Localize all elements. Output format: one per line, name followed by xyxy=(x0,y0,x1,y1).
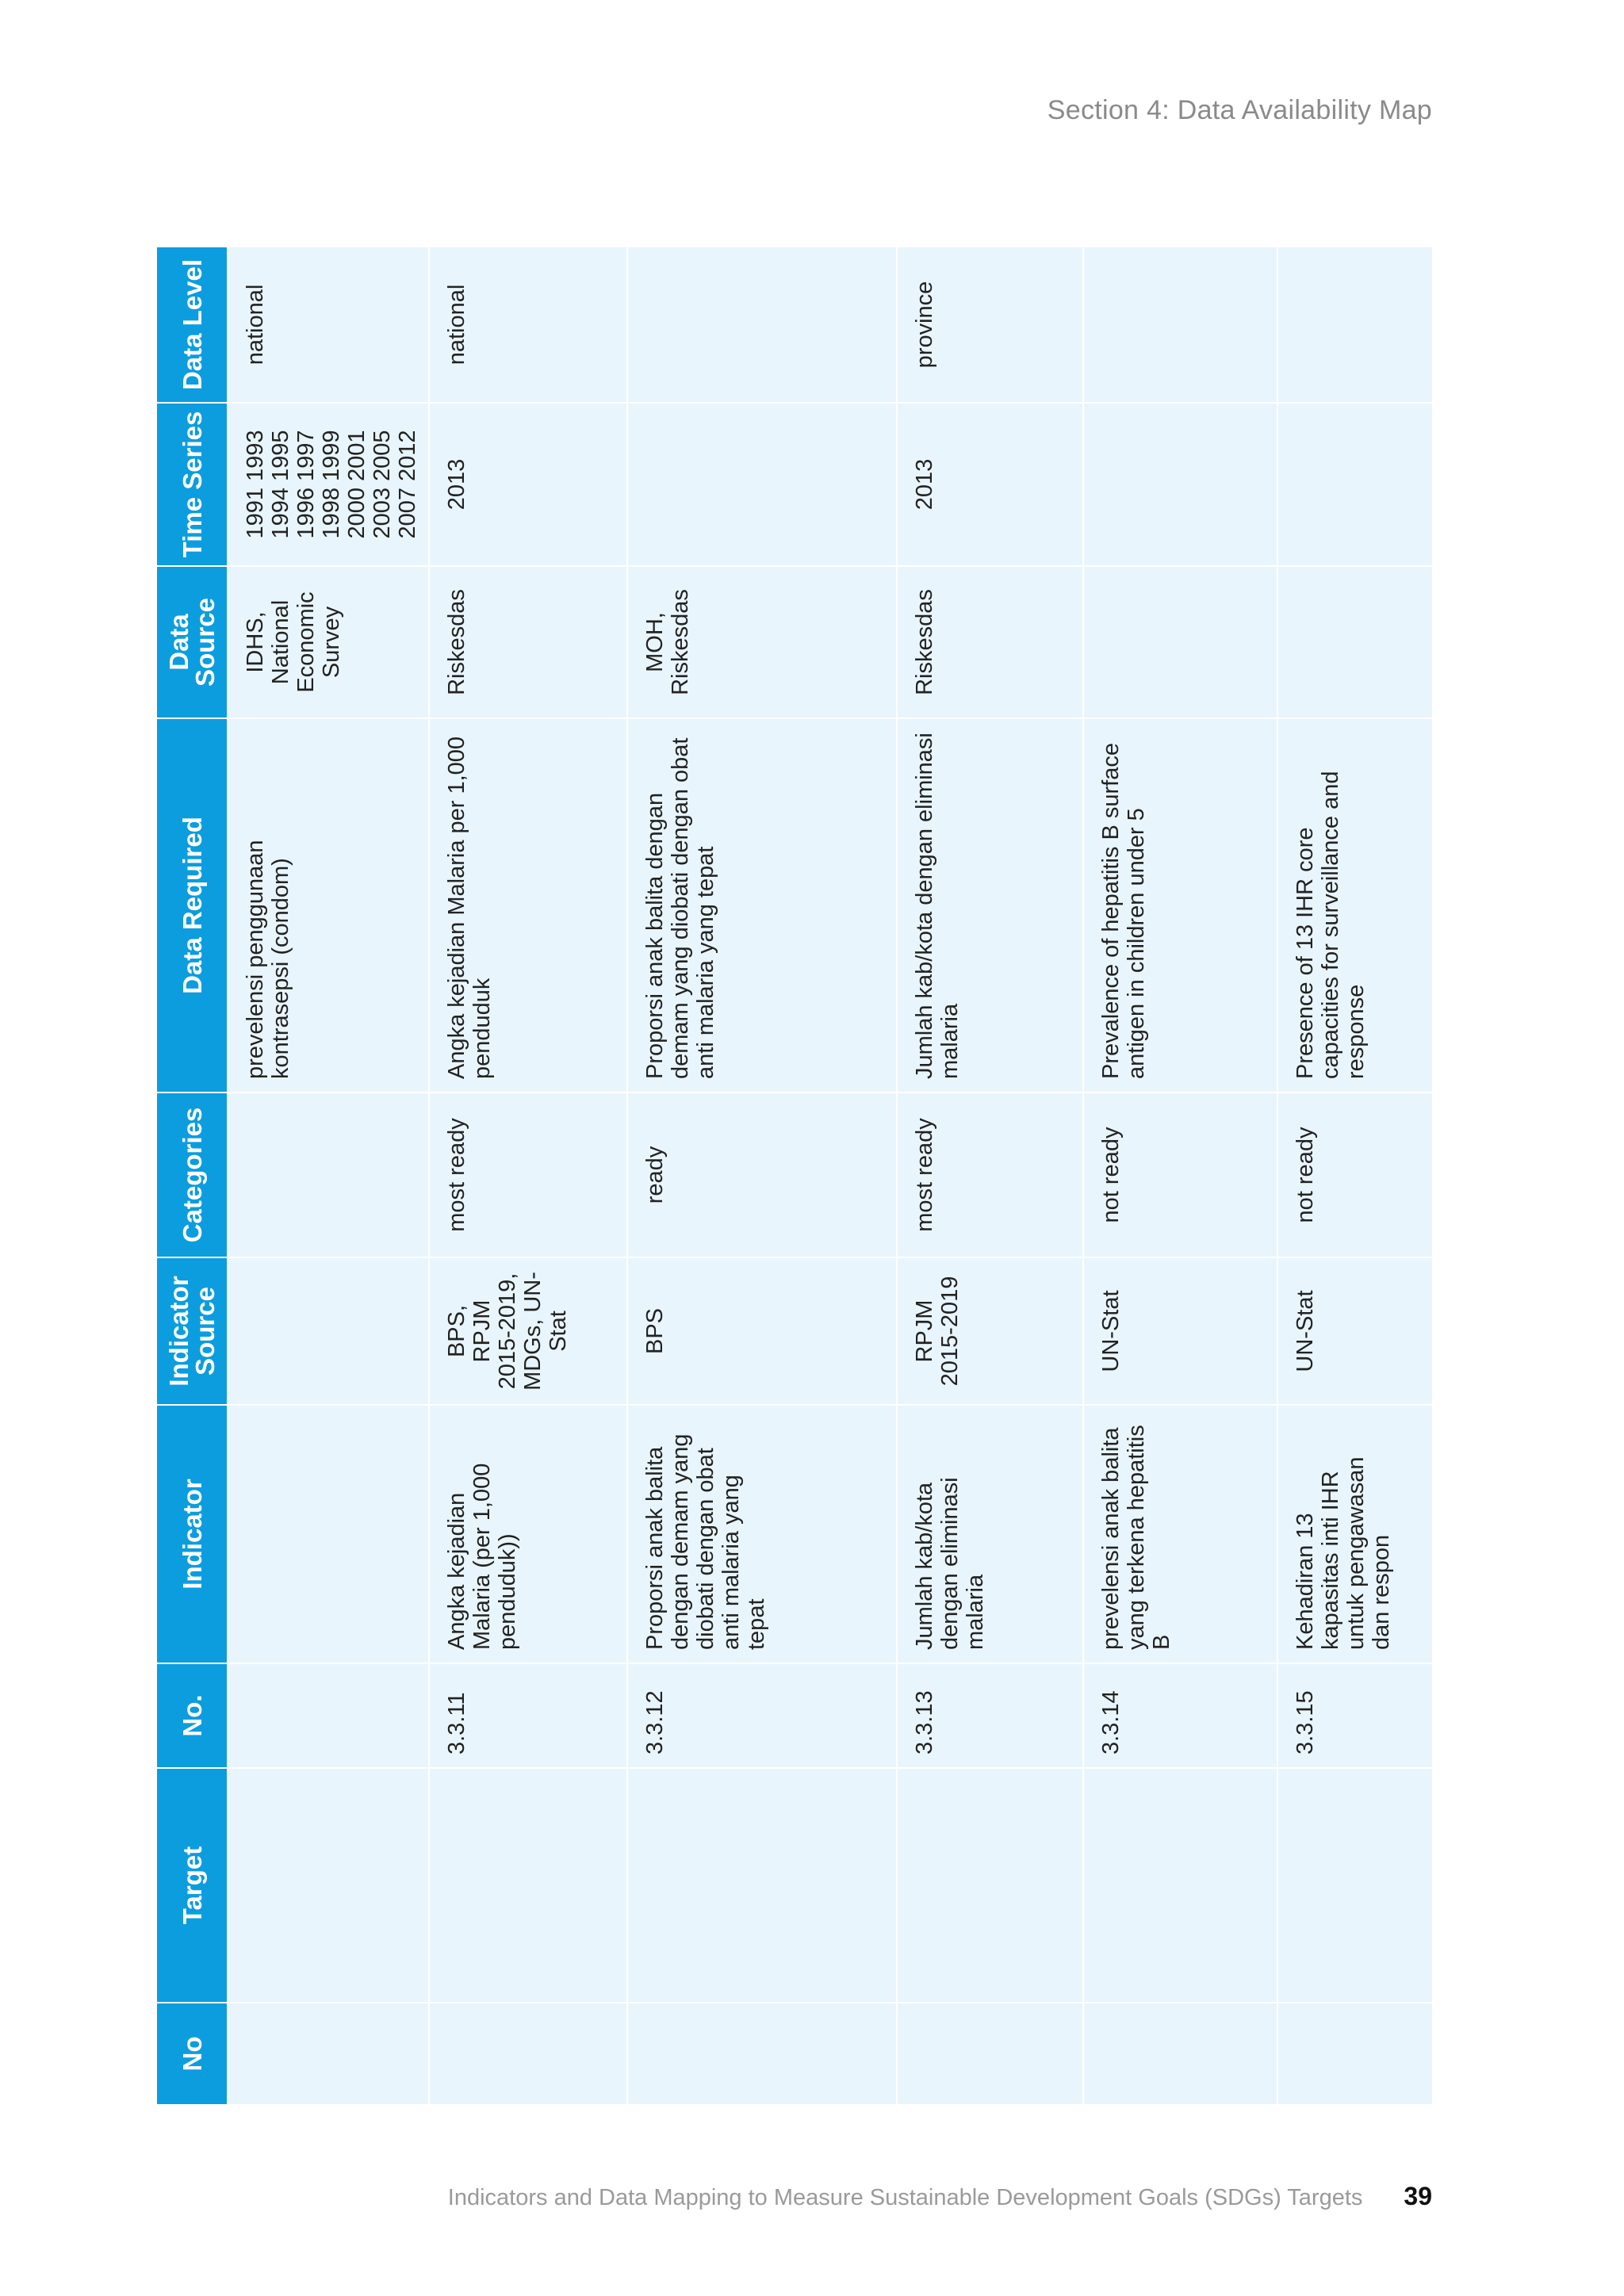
cell-target xyxy=(1277,1768,1432,2003)
col-header-number: No. xyxy=(157,1663,228,1768)
cell-no xyxy=(897,2003,1083,2104)
cell-target xyxy=(627,1768,897,2003)
section-title: Section 4: Data Availability Map xyxy=(1047,95,1432,125)
table-row xyxy=(627,247,897,2104)
col-header-indicator: Indicator xyxy=(157,1405,228,1663)
cell-no xyxy=(1277,2003,1432,2104)
cell-data-required: Angka kejadian Malaria per 1,000 penduduk xyxy=(429,718,627,1093)
cell-number: 3.3.12 xyxy=(627,1663,897,1768)
cell-category: not ready xyxy=(1277,1093,1432,1257)
col-header-no: No xyxy=(157,2003,228,2104)
cell-data-source: IDHS, National Economic Survey xyxy=(228,566,429,718)
cell-category: ready xyxy=(627,1093,897,1257)
cell-data-level xyxy=(627,247,897,403)
table-row xyxy=(1277,247,1432,2104)
cell-data-source xyxy=(1277,566,1432,718)
cell-category xyxy=(228,1093,429,1257)
footer-text: Indicators and Data Mapping to Measure Sustainable Development Goals (SDGs) Targets xyxy=(447,2185,1363,2210)
cell-indicator: Kehadiran 13 kapasitas inti IHR untuk pengawasan dan respon xyxy=(1277,1405,1432,1663)
cell-number: 3.3.13 xyxy=(897,1663,1083,1768)
cell-no xyxy=(627,2003,897,2104)
cell-data-required: prevelensi penggunaan kontrasepsi (condom) xyxy=(228,718,429,1093)
cell-indicator-source: UN-Stat xyxy=(1277,1257,1432,1405)
cell-target xyxy=(228,1768,429,2003)
cell-data-required: Proporsi anak balita dengan demam yang diobati dengan obat anti malaria yang tepat xyxy=(627,718,897,1093)
cell-data-level: national xyxy=(228,247,429,403)
cell-indicator: Angka kejadian Malaria (per 1,000 penduduk)) xyxy=(429,1405,627,1663)
cell-target xyxy=(897,1768,1083,2003)
col-header-indicator-source: Indicator Source xyxy=(157,1257,228,1405)
table-header-row xyxy=(157,247,228,2104)
cell-data-required: Jumlah kab/kota dengan eliminasi malaria xyxy=(897,718,1083,1093)
cell-no xyxy=(1083,2003,1277,2104)
cell-indicator-source: BPS xyxy=(627,1257,897,1405)
col-header-data-level: Data Level xyxy=(157,247,228,403)
cell-data-source: MOH, Riskesdas xyxy=(627,566,897,718)
cell-data-level: national xyxy=(429,247,627,403)
data-availability-table-region xyxy=(157,247,1432,2104)
cell-data-required: Presence of 13 IHR core capacities for surveillance and response xyxy=(1277,718,1432,1093)
cell-data-level xyxy=(1083,247,1277,403)
cell-data-level xyxy=(1277,247,1432,403)
table-row xyxy=(1083,247,1277,2104)
page-number: 39 xyxy=(1404,2182,1432,2210)
col-header-categories: Categories xyxy=(157,1093,228,1257)
table-row xyxy=(228,247,429,2104)
cell-data-source: Riskesdas xyxy=(897,566,1083,718)
cell-indicator-source xyxy=(228,1257,429,1405)
cell-time-series: 1991 1993 1994 1995 1996 1997 1998 1999 2000 2001 2003 2005 2007 2012 xyxy=(228,403,429,566)
cell-category: most ready xyxy=(897,1093,1083,1257)
col-header-data-source: Data Source xyxy=(157,566,228,718)
cell-number: 3.3.15 xyxy=(1277,1663,1432,1768)
col-header-time-series: Time Series xyxy=(157,403,228,566)
cell-target xyxy=(429,1768,627,2003)
cell-number xyxy=(228,1663,429,1768)
cell-number: 3.3.14 xyxy=(1083,1663,1277,1768)
cell-no xyxy=(228,2003,429,2104)
col-header-target: Target xyxy=(157,1768,228,2003)
page-footer xyxy=(448,2182,1432,2211)
cell-indicator-source: BPS, RPJM 2015-2019, MDGs, UN-Stat xyxy=(429,1257,627,1405)
cell-no xyxy=(429,2003,627,2104)
table-row xyxy=(897,247,1083,2104)
cell-category: most ready xyxy=(429,1093,627,1257)
cell-indicator-source: UN-Stat xyxy=(1083,1257,1277,1405)
cell-indicator xyxy=(228,1405,429,1663)
data-availability-table xyxy=(157,247,1432,2104)
cell-data-level: province xyxy=(897,247,1083,403)
cell-target xyxy=(1083,1768,1277,2003)
cell-time-series: 2013 xyxy=(897,403,1083,566)
cell-data-source: Riskesdas xyxy=(429,566,627,718)
col-header-data-required: Data Required xyxy=(157,718,228,1093)
cell-data-source xyxy=(1083,566,1277,718)
rotated-table-container xyxy=(157,247,1432,2104)
cell-time-series xyxy=(1277,403,1432,566)
cell-indicator: Proporsi anak balita dengan demam yang diobati dengan obat anti malaria yang tepat xyxy=(627,1405,897,1663)
cell-category: not ready xyxy=(1083,1093,1277,1257)
cell-indicator: Jumlah kab/kota dengan eliminasi malaria xyxy=(897,1405,1083,1663)
cell-time-series xyxy=(1083,403,1277,566)
cell-time-series xyxy=(627,403,897,566)
cell-indicator-source: RPJM 2015-2019 xyxy=(897,1257,1083,1405)
table-row xyxy=(429,247,627,2104)
cell-data-required: Prevalence of hepatitis B surface antigen in children under 5 xyxy=(1083,718,1277,1093)
cell-number: 3.3.11 xyxy=(429,1663,627,1768)
cell-time-series: 2013 xyxy=(429,403,627,566)
cell-indicator: prevelensi anak balita yang terkena hepatitis B xyxy=(1083,1405,1277,1663)
